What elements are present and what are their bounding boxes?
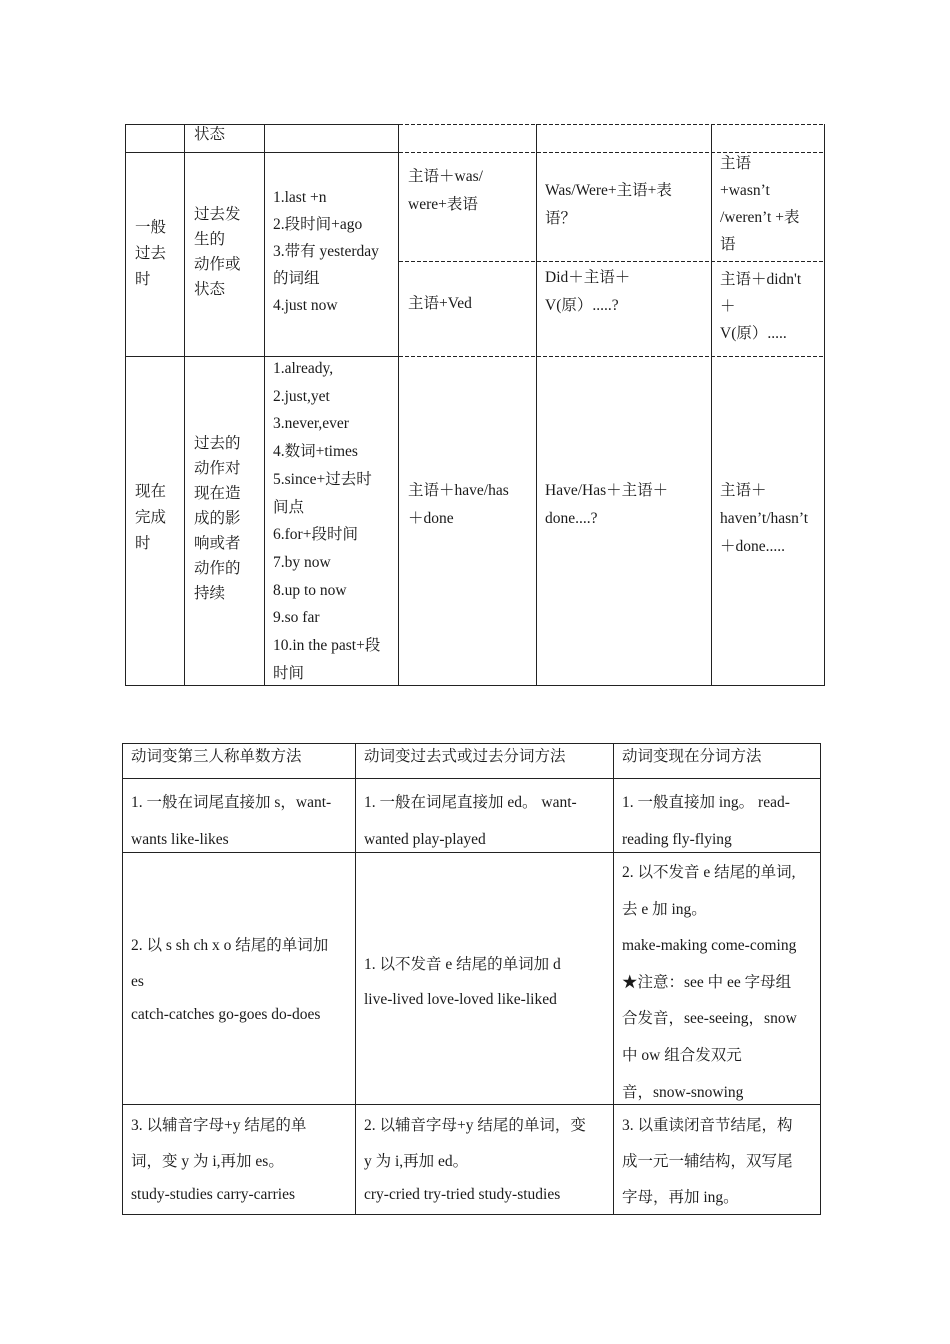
- text-line: 过去发: [194, 206, 241, 223]
- text-line: 动作或: [194, 256, 241, 273]
- text-line: 2. 以不发音 e 结尾的单词,: [622, 864, 796, 881]
- text-line: 4.数词+times: [273, 443, 358, 461]
- text-line: Was/Were+主语+表: [545, 182, 672, 199]
- text-line: 现在: [135, 483, 167, 500]
- text-line: 语: [720, 236, 736, 253]
- text-line: 过去: [135, 245, 167, 262]
- header-third-person: 动词变第三人称单数方法: [131, 748, 302, 765]
- header-past-form: 动词变过去式或过去分词方法: [364, 748, 566, 765]
- text-line: 8.up to now: [273, 581, 347, 599]
- text-line: done....?: [545, 510, 598, 527]
- text-line: ＋: [720, 298, 736, 315]
- text-line: make-making come-coming: [622, 937, 797, 955]
- text-line: catch-catches go-goes do-does: [131, 1006, 321, 1023]
- text-line: V(原）.....: [720, 325, 787, 342]
- text-line: 主语: [720, 155, 752, 172]
- rule-third-person-3: [131, 1108, 306, 1210]
- text-line: reading fly-flying: [622, 831, 732, 848]
- text-line: haven’t/hasn’t: [720, 510, 809, 527]
- text-line: live-lived love-loved like-liked: [364, 991, 557, 1008]
- text-line: ★注意：see 中 ee 字母组: [622, 973, 792, 991]
- rule-ing-1: [622, 784, 790, 858]
- text-line: 2. 以辅音字母+y 结尾的单词，变: [364, 1117, 586, 1134]
- rule-past-1: [364, 784, 577, 858]
- text-line: 1.last +n: [273, 189, 327, 206]
- header-present-participle: 动词变现在分词方法: [622, 748, 762, 765]
- text-line: 生的: [194, 231, 226, 248]
- text-line: 间点: [273, 498, 305, 516]
- text-line: 动作的: [194, 560, 241, 577]
- text-line: 完成: [135, 509, 167, 526]
- text-line: 2.段时间+ago: [273, 216, 363, 233]
- text-line: Did＋主语＋: [545, 269, 631, 286]
- text-line: 2. 以 s sh ch x o 结尾的单词加: [131, 937, 329, 954]
- text-line: y 为 i,再加 ed。: [364, 1153, 469, 1170]
- text-line: 主语＋have/has: [408, 482, 509, 499]
- rule-ing-3: [622, 1108, 793, 1216]
- text-line: 3. 以重读闭音节结尾，构: [622, 1117, 793, 1134]
- text-line: 主语＋didn't: [720, 271, 802, 288]
- text-line: 3. 以辅音字母+y 结尾的单: [131, 1117, 307, 1134]
- text-line: ＋done: [408, 510, 454, 527]
- text-line: 合发音，see-seeing，snow: [622, 1010, 797, 1028]
- rule-past-2: [364, 947, 561, 1017]
- text-line: 1.already,: [273, 360, 334, 377]
- text-line: +wasn’t: [720, 182, 770, 199]
- text-line: 2.just,yet: [273, 387, 330, 405]
- text-line: 持续: [194, 585, 226, 602]
- text-line: /weren’t +表: [720, 209, 800, 226]
- text-line: 1. 一般在词尾直接加 ed。 want-: [364, 794, 577, 811]
- rule-ing-2: [622, 855, 797, 1111]
- text-line: wanted play-played: [364, 831, 486, 848]
- text-line: 1. 一般在词尾直接加 s，want-: [131, 794, 332, 811]
- text-line: 7.by now: [273, 553, 331, 571]
- text-line: 主语＋was/: [408, 168, 483, 185]
- text-line: 10.in the past+段: [273, 637, 381, 655]
- text-line: 成一元一辅结构，双写尾: [622, 1153, 793, 1170]
- text-line: ＋done.....: [720, 538, 786, 555]
- simple-past-verb-affirmative: 主语+Ved: [408, 295, 472, 312]
- text-line: 6.for+段时间: [273, 526, 358, 544]
- text-line: 主语＋: [720, 482, 767, 499]
- text-line: es: [131, 973, 144, 990]
- text-line: 3.never,ever: [273, 415, 349, 433]
- rule-third-person-1: [131, 784, 331, 858]
- text-line: 词，变 y 为 i,再加 es。: [131, 1153, 284, 1170]
- text-line: 4.just now: [273, 297, 338, 314]
- text-line: Have/Has＋主语＋: [545, 482, 669, 499]
- text-line: 过去的: [194, 435, 241, 452]
- text-line: 1. 一般直接加 ing。 read-: [622, 794, 790, 811]
- text-line: 5.since+过去时: [273, 470, 372, 488]
- text-line: 状态: [194, 281, 226, 298]
- text-line: 去 e 加 ing。: [622, 900, 707, 918]
- text-line: 1. 以不发音 e 结尾的单词加 d: [364, 956, 561, 973]
- text-line: 响或者: [194, 535, 241, 552]
- text-line: 语？: [545, 210, 577, 227]
- prev-row-usage-tail: 状态: [194, 126, 226, 143]
- text-line: 的词组: [273, 270, 320, 287]
- text-line: cry-cried try-tried study-studies: [364, 1186, 561, 1203]
- rule-third-person-2: [131, 928, 328, 1030]
- text-line: 一般: [135, 219, 167, 236]
- text-line: 时: [135, 271, 151, 288]
- text-line: 动作对: [194, 460, 241, 477]
- text-line: 中 ow 组合发双元: [622, 1046, 742, 1064]
- text-line: study-studies carry-carries: [131, 1186, 295, 1203]
- text-line: 时间: [273, 664, 305, 682]
- text-line: 字母，再加 ing。: [622, 1189, 739, 1206]
- text-line: V(原）.....?: [545, 297, 619, 314]
- text-line: 现在造: [194, 485, 241, 502]
- text-line: wants like-likes: [131, 831, 229, 848]
- text-line: were+表语: [408, 196, 478, 213]
- text-line: 3.带有 yesterday: [273, 243, 379, 260]
- rule-past-3: [364, 1108, 586, 1210]
- text-line: 成的影: [194, 510, 241, 527]
- text-line: 时: [135, 535, 151, 552]
- text-line: 音，snow-snowing: [622, 1083, 744, 1101]
- text-line: 9.so far: [273, 609, 320, 627]
